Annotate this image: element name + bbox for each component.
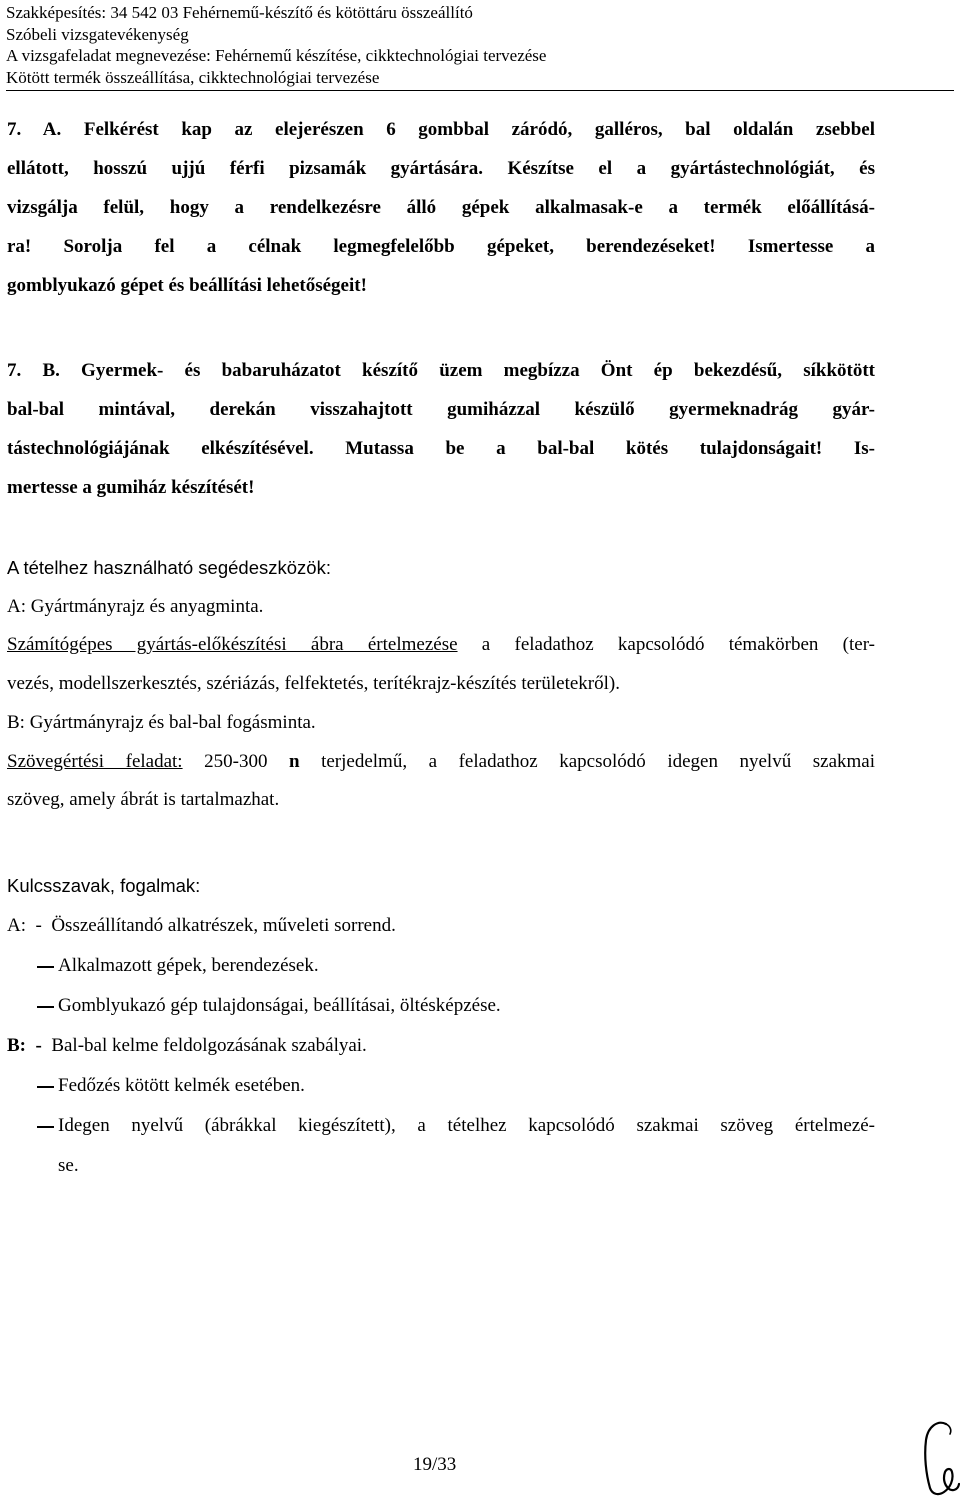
keywords-heading: Kulcsszavak, fogalmak: — [7, 875, 201, 896]
header-qualification: Szakképesítés: 34 542 03 Fehérnemű-készítő és kötöttáru összeállító — [6, 3, 473, 22]
dash-bullet — [37, 1126, 54, 1128]
task-7b-line: mertesse a gumiház készítését! — [7, 477, 255, 498]
keyword-a-first — [7, 906, 875, 946]
keyword-b-first — [7, 1026, 875, 1066]
keyword-b-item — [7, 1106, 875, 1146]
text-task-n: n — [288, 750, 300, 772]
keyword-item: Idegen nyelvű (ábrákkal kiegészített), a tételhez kapcsolódó szakmai szöveg értelmezé- — [58, 1115, 875, 1136]
keywords-section — [7, 866, 875, 1186]
tools-b-label: B: — [7, 711, 25, 733]
tools-b-text: Gyártmányrajz és bal-bal fogásminta. — [24, 711, 316, 733]
task-7a-line: vizsgálja felül, hogy a rendelkezésre álló gépek alkalmasak-e a termék előállításá- — [7, 197, 875, 218]
computer-task-text: a feladathoz kapcsolódó témakörben (ter- — [457, 634, 875, 656]
computer-task-label: Számítógépes gyártás-előkészítési ábra értelmezése — [7, 634, 458, 656]
dash-bullet — [37, 1086, 54, 1088]
task-7b-line: bal-bal mintával, derekán visszahajtott gumiházzal készülő gyermeknadrág gyár- — [7, 399, 875, 420]
task-7a-line: gomblyukazó gépet és beállítási lehetőségeit! — [7, 275, 367, 296]
header-divider — [6, 90, 954, 91]
keyword-item: Bal-bal kelme feldolgozásának szabályai. — [51, 1035, 367, 1056]
keyword-b-item — [7, 1066, 875, 1106]
task-7b-line: 7. B. Gyermek- és babaruházatot készítő üzem megbízza Önt ép bekezdésű, síkkötött — [7, 360, 875, 381]
page-number: 19/33 — [413, 1454, 457, 1475]
tools-a-label: A: — [7, 595, 26, 617]
tools-text-task-line-2: szöveg, amely ábrát is tartalmazhat. — [7, 789, 280, 811]
keyword-a-item — [7, 986, 875, 1026]
keyword-b-item-continued: se. — [58, 1155, 79, 1176]
task-7b — [7, 351, 875, 507]
tools-a-line — [7, 588, 875, 627]
keyword-item: Gomblyukazó gép tulajdonságai, beállításai, öltésképzése. — [58, 995, 501, 1016]
task-7a-line: ellátott, hosszú ujjú férfi pizsamák gyártására. Készítse el a gyártástechnológiát, és — [7, 158, 875, 179]
keyword-item: Alkalmazott gépek, berendezések. — [58, 955, 319, 976]
tools-heading: A tételhez használható segédeszközök: — [7, 557, 331, 578]
tools-computer-line — [7, 626, 875, 665]
keyword-item: Fedőzés kötött kelmék esetében. — [58, 1075, 305, 1096]
task-7a-line: ra! Sorolja fel a célnak legmegfelelőbb gépeket, berendezéseket! Ismertesse a — [7, 236, 875, 257]
text-task-label: Szövegértési feladat: — [7, 750, 183, 772]
text-task-text: terjedelmű, a feladathoz kapcsolódó idegen nyelvű szakmai — [299, 750, 875, 772]
header-exam-task-name: A vizsgafeladat megnevezése: Fehérnemű készítése, cikktechnológiai tervezése — [6, 46, 547, 65]
keyword-item: Összeállítandó alkatrészek, műveleti sorrend. — [51, 915, 396, 936]
keyword-b-prefix: B: - — [7, 1035, 52, 1056]
publisher-logo-icon — [916, 1418, 960, 1498]
tools-a-text: Gyártmányrajz és anyagminta. — [26, 595, 264, 617]
tools-computer-line-2: vezés, modellszerkesztés, szériázás, felfektetés, terítékrajz-készítés területekről). — [7, 673, 620, 695]
keyword-a-item — [7, 946, 875, 986]
task-7a-line: 7. A. Felkérést kap az elejerészen 6 gombbal záródó, galléros, bal oldalán zsebbel — [7, 119, 875, 140]
dash-bullet — [37, 966, 54, 968]
task-7a — [7, 110, 875, 305]
dash-bullet — [37, 1006, 54, 1008]
text-task-length: 250-300 — [182, 750, 289, 772]
tools-section — [7, 549, 875, 820]
tools-text-task-line — [7, 743, 875, 782]
header-exam-activity: Szóbeli vizsgatevékenység — [6, 24, 189, 44]
header-exam-task-subtitle: Kötött termék összeállítása, cikktechnológiai tervezése — [6, 67, 380, 87]
tools-b-line — [7, 704, 875, 743]
keyword-a-prefix: A: - — [7, 915, 52, 936]
task-7b-line: tástechnológiájának elkészítésével. Mutassa be a bal-bal kötés tulajdonságait! Is- — [7, 438, 875, 459]
document-header — [6, 2, 546, 88]
